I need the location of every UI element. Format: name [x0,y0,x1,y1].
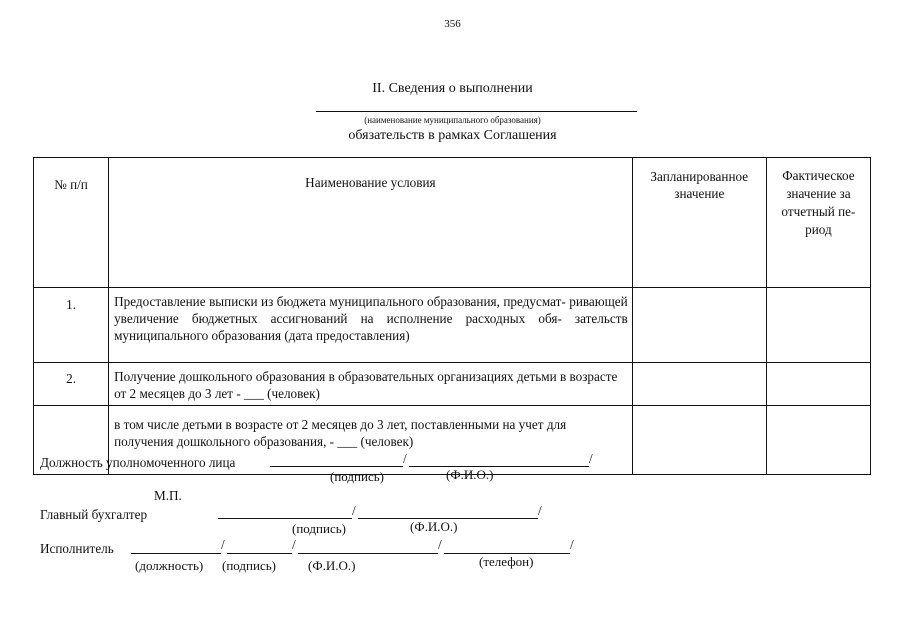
accountant-signature-field[interactable] [218,518,352,519]
separator-slash: / [221,537,225,552]
accountant-fio-caption: (Ф.И.О.) [410,519,458,534]
separator-slash: / [352,503,356,518]
executor-fio-caption: (Ф.И.О.) [308,558,356,573]
executor-signature-field[interactable] [227,553,292,554]
executor-phone-caption: (телефон) [479,554,534,569]
table-header-row [34,158,871,288]
separator-slash: / [589,451,593,466]
official-label: Должность уполномоченного лица [40,455,236,470]
accountant-signature-caption: (подпись) [292,521,346,536]
header-actual: Фактическое значение за отчетный пе- риод [766,158,870,288]
executor-position-field[interactable] [131,553,221,554]
executor-signature-caption: (подпись) [222,558,276,573]
table-row [34,288,871,363]
stamp-place: М.П. [154,488,182,503]
executor-label: Исполнитель [40,541,114,556]
row-name: в том числе детьми в возрасте от 2 месяцев до 3 лет, поставленными на учет для получения дошкольного образования, - ___ (человек) [109,406,633,475]
municipality-name-line [316,111,637,112]
municipality-caption: (наименование муниципального образования) [364,115,541,125]
separator-slash: / [570,537,574,552]
row-actual-cell[interactable] [766,288,870,363]
row-planned-cell[interactable] [632,288,766,363]
official-signature-field[interactable] [270,466,403,467]
separator-slash: / [438,537,442,552]
header-num: № п/п [34,158,109,288]
page-number: 356 [444,18,461,30]
row-name: Предоставление выписки из бюджета муниципального образования, предусмат- ривающей увеличение бюджетных ассигнований на исполнение расходных обя- зательств муниципального образования (дата предоставления) [109,288,633,363]
executor-position-caption: (должность) [135,558,204,573]
official-signature-caption: (подпись) [330,469,384,484]
separator-slash: / [403,451,407,466]
row-num: 2. [34,363,109,406]
header-planned: Запланированное значение [632,158,766,288]
accountant-label: Главный бухгалтер [40,507,148,522]
official-fio-field[interactable] [409,466,589,467]
separator-slash: / [292,537,296,552]
row-actual-cell[interactable] [766,406,870,475]
form-subtitle: обязательств в рамках Соглашения [348,128,557,143]
row-name: Получение дошкольного образования в образовательных организациях детьми в возрасте от 2 месяцев до 3 лет - ___ (человек) [109,363,633,406]
row-actual-cell[interactable] [766,363,870,406]
row-num: 1. [34,288,109,363]
form-title: II. Сведения о выполнении [372,81,533,96]
row-planned-cell[interactable] [632,363,766,406]
separator-slash: / [538,503,542,518]
obligations-table [33,157,871,475]
table-row [34,363,871,406]
header-name: Наименование условия [109,158,633,288]
executor-fio-field[interactable] [298,553,438,554]
row-planned-cell[interactable] [632,406,766,475]
official-fio-caption: (Ф.И.О.) [446,467,494,482]
